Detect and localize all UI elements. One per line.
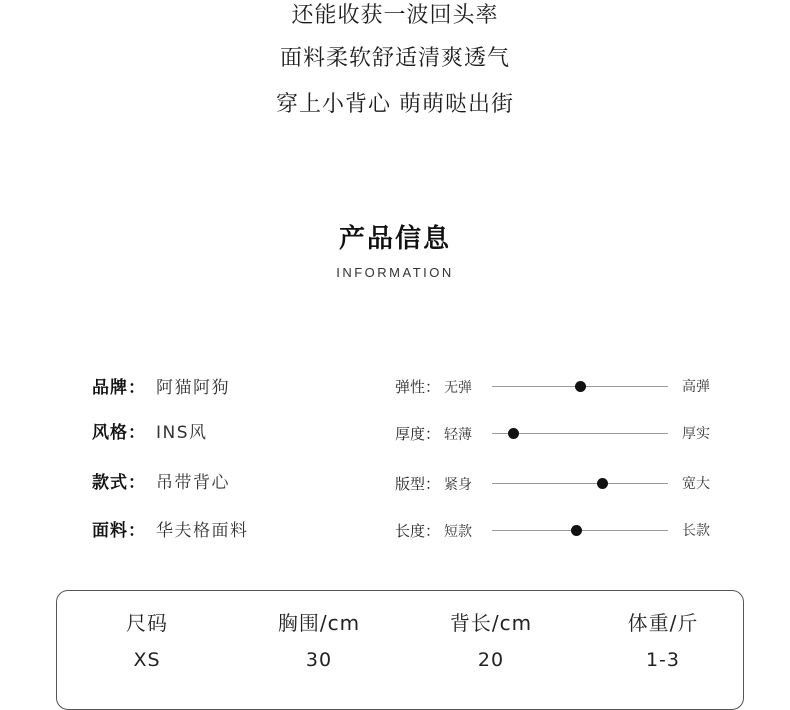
info-row-style: [92, 422, 208, 444]
scale-marker: [508, 428, 519, 439]
scale-low-label: 短款: [444, 524, 473, 540]
scale-elasticity: [395, 376, 725, 398]
scale-thickness: [395, 423, 725, 445]
table-header-size: 尺码: [126, 611, 168, 635]
scale-high-label: 长款: [682, 523, 710, 539]
scale-marker: [597, 478, 608, 489]
table-cell: 1-3: [645, 649, 681, 671]
scale-label: 弹性：: [395, 378, 441, 396]
info-value: INS风: [156, 423, 208, 443]
scale-low-label: 紧身: [444, 477, 473, 493]
scale-high-label: 宽大: [682, 476, 710, 492]
scale-length: [395, 520, 725, 542]
info-row-type: [92, 472, 230, 494]
info-row-brand: [92, 377, 230, 399]
scale-label-wrap: [395, 473, 472, 496]
scale-label-wrap: [395, 520, 472, 543]
scale-label: 厚度：: [395, 425, 441, 443]
section-title: 产品信息: [338, 224, 451, 254]
info-value: 吊带背心: [156, 473, 230, 493]
scale-marker: [575, 381, 586, 392]
info-label: 品牌：: [92, 378, 146, 398]
scale-label: 长度：: [395, 522, 441, 540]
scale-track: [492, 386, 668, 387]
scale-label-wrap: [395, 376, 472, 399]
scale-high-label: 厚实: [682, 426, 710, 442]
scale-label-wrap: [395, 423, 472, 446]
info-label: 风格：: [92, 423, 146, 443]
info-value: 华夫格面料: [156, 521, 249, 541]
intro-line-3: 穿上小背心 萌萌哒出街: [276, 92, 514, 117]
intro-line-2: 面料柔软舒适清爽透气: [279, 46, 510, 71]
scale-fit: [395, 473, 725, 495]
table-header-chest: 胸围/cm: [277, 611, 361, 635]
table-cell: XS: [133, 649, 161, 671]
scale-track: [492, 483, 668, 484]
section-subtitle: INFORMATION: [336, 265, 454, 280]
info-value: 阿猫阿狗: [156, 378, 230, 398]
scale-track: [492, 530, 668, 531]
scale-high-label: 高弹: [682, 379, 710, 395]
scale-label: 版型：: [395, 475, 441, 493]
scale-low-label: 无弹: [444, 380, 473, 396]
info-label: 面料：: [92, 521, 146, 541]
info-row-fabric: [92, 520, 249, 542]
size-table: [56, 590, 744, 710]
info-label: 款式：: [92, 473, 146, 493]
table-header-weight: 体重/斤: [627, 611, 699, 635]
scale-marker: [571, 525, 582, 536]
intro-line-1: 还能收获一波回头率: [291, 3, 499, 28]
scale-track: [492, 433, 668, 434]
table-header-back-length: 背长/cm: [449, 611, 533, 635]
table-cell: 30: [305, 649, 333, 671]
table-cell: 20: [477, 649, 505, 671]
scale-low-label: 轻薄: [444, 427, 473, 443]
